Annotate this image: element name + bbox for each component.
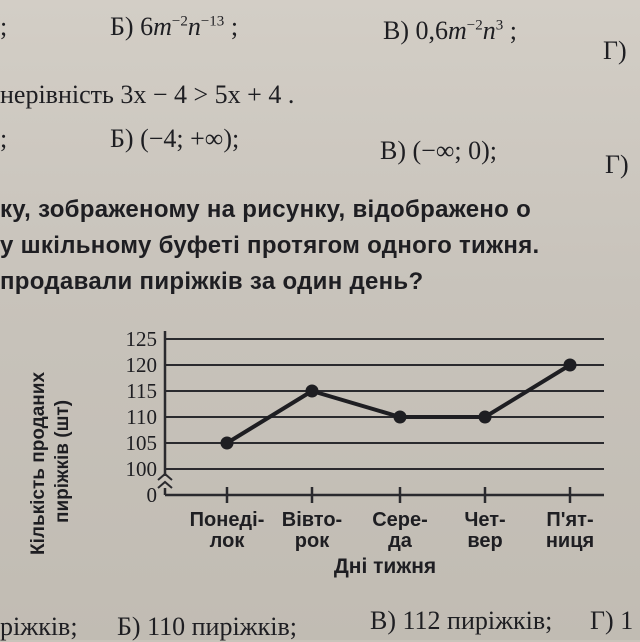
data-point [306, 385, 319, 398]
x-tick-label: Сере- [372, 509, 428, 531]
x-tick-label: рок [294, 530, 330, 552]
var-n: n [482, 16, 496, 45]
y-tick-label: 0 [146, 483, 157, 507]
x-tick-label: ниця [545, 530, 595, 552]
exp-m: −2 [466, 17, 483, 34]
x-tick-label: Вівто- [281, 509, 343, 531]
option-g-row1: Г) [603, 36, 627, 65]
series-line [227, 365, 570, 443]
option-b-suffix: ; [230, 12, 239, 41]
exp-n: 3 [495, 17, 504, 34]
task-line-3: продавали пиріжків за один день? [0, 268, 424, 295]
x-tick-label: П'ят- [546, 509, 594, 531]
y-tick-label: 125 [125, 327, 157, 351]
inequality-text: нерівність 3x − 4 > 5x + 4 . [0, 80, 295, 109]
y-tick-label: 110 [126, 405, 157, 429]
answer-a-partial: ріжків; [0, 612, 78, 641]
answer-g: Г) 1 [590, 606, 634, 635]
x-axis-label: Дні тижня [333, 555, 437, 578]
option-v-suffix: ; [509, 16, 517, 45]
data-point [479, 411, 492, 424]
answer-v: В) 112 пиріжків; [370, 606, 553, 635]
x-tick-label: Чет- [464, 509, 506, 531]
option-b-prefix: Б) 6 [110, 12, 154, 41]
option-b-expression [110, 12, 238, 42]
exp-n: −13 [200, 13, 225, 30]
var-m: m [153, 12, 172, 41]
y-tick-label: 105 [125, 431, 157, 455]
answer-b: Б) 110 пиріжків; [117, 612, 297, 641]
x-tick-label: лок [209, 530, 245, 552]
option-v-interval: В) (−∞; 0); [380, 136, 497, 165]
data-point [221, 437, 234, 450]
option-b-interval: Б) (−4; +∞); [110, 124, 240, 153]
y-tick-label: 115 [126, 379, 157, 403]
option-g-row3: Г) [605, 150, 629, 179]
row3-left-semicolon: ; [0, 124, 8, 153]
task-line-1: ку, зображеному на рисунку, відображено о [0, 196, 532, 223]
x-tick-label: да [388, 530, 412, 552]
y-tick-label: 100 [125, 457, 157, 481]
var-m: m [448, 16, 467, 45]
ylabel-line-2: пиріжків (шт) [52, 399, 73, 523]
option-v-prefix: В) 0,6 [383, 16, 448, 45]
x-tick-label: Понеді- [189, 509, 265, 531]
option-v-expression [383, 16, 517, 46]
row1-left-semicolon: ; [0, 12, 8, 41]
x-tick-label: вер [467, 530, 503, 552]
var-n: n [187, 12, 201, 41]
ylabel-line-1: Кількість проданих [28, 371, 49, 555]
data-point [394, 411, 407, 424]
data-point [564, 359, 577, 372]
y-tick-label: 120 [125, 353, 157, 377]
task-line-2: у шкільному буфеті протягом одного тижня. [0, 232, 540, 259]
exp-m: −2 [171, 13, 188, 30]
sales-line-chart [30, 315, 620, 585]
